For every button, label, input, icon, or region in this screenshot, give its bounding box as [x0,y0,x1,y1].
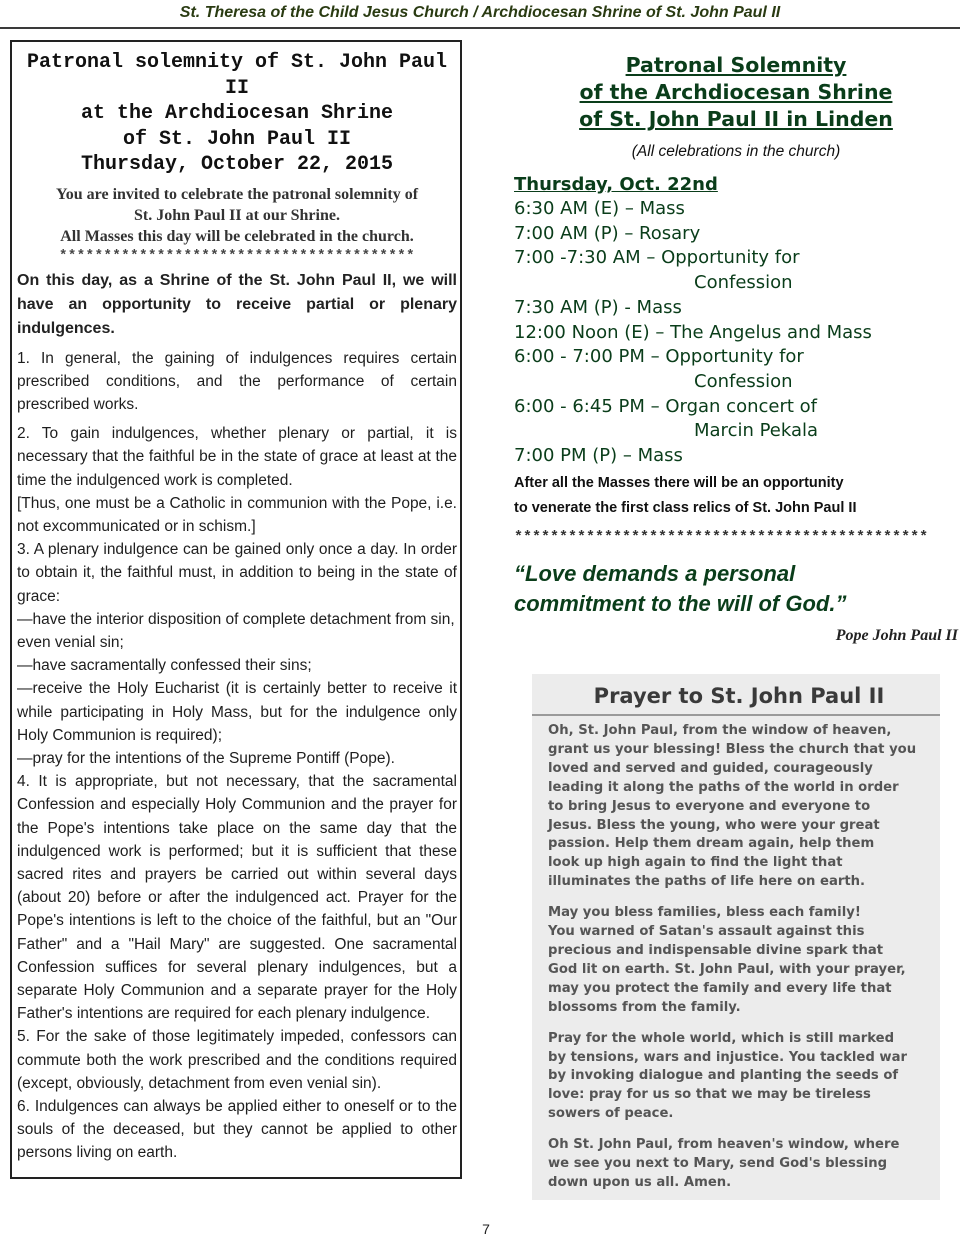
indulgence-item-4: 4. It is appropriate, but not necessary, that the sacramental Confession and especially Holy Communion and the prayer for the Pope's intentions take place on the same day that the indulgenced work is performed; but it is sufficient that these sacred rites and prayers be carried out within several days (about 20) before or after the indulgenced act. Prayer for the Pope's intentions is left to the choice of the faithful, but an "Our Father" and a "Hail Mary" are suggested. One sacramental Confession suffices for several plenary indulgences, but a separate Holy Communion and a separate prayer for the Holy Father's intentions are required for each plenary indulgence. [17,773,457,1023]
condition-bullet: —receive the Holy Eucharist (it is certainly better to receive it while participating in Holy Mass, but for the indulgence only Holy Communion is required); [17,680,457,744]
indulgence-item-3: 3. A plenary indulgence can be gained only once a day. In order to obtain it, the faithful must, in addition to being in the state of grace: [17,541,457,605]
schedule-line: 7:30 AM (P) - Mass [514,296,682,318]
schedule-line: 6:00 - 6:45 PM – Organ concert of [514,395,817,417]
quote-line: “Love demands a personal [514,560,796,586]
prayer-divider [532,714,940,716]
page-number: 7 [482,1221,490,1237]
quote-attribution: Pope John Paul II [835,626,958,644]
left-title-date: Thursday, October 22, 2015 [80,153,394,176]
indulgences-box [10,40,462,1179]
schedule-date: Thursday, Oct. 22nd [514,174,718,195]
schedule-title-line: of the Archdiocesan Shrine [579,80,893,104]
indulgence-item-6: 6. Indulgences can always be applied either to oneself or to the souls of the deceased, but they cannot be applied to other persons living on earth. [17,1098,457,1162]
quote-line: commitment to the will of God.” [514,590,847,616]
schedule-line: 7:00 PM (P) – Mass [514,445,683,467]
condition-bullet: —have sacramentally confessed their sins; [17,657,312,675]
left-title-line: at the Archdiocesan Shrine [80,102,394,125]
left-title-line: Patronal solemnity of St. John Paul II [26,51,448,100]
prayer-title: Prayer to St. John Paul II [593,684,885,708]
prayer-paragraph: Oh, St. John Paul, from the window of heaven, grant us your blessing! Bless the church that you loved and served and guided, courageously leading it along the paths of the world in order to bring Jesus to everyone and everyone to Jesus. Bless the young, who were your great passion. Help them dream again, help them look up high again to find the light that illuminates the paths of life here on earth. [548,723,917,890]
invite-line: All Masses this day will be celebrated in the church. [60,227,414,245]
schedule-line: 6:00 - 7:00 PM – Opportunity for [514,346,804,368]
indulgence-item-2-note: [Thus, one must be a Catholic in communion with the Pope, i.e. not excommunicated or in schism.] [17,494,457,535]
indulgence-intro: On this day, as a Shrine of the St. John Paul II, we will have an opportunity to receive partial or plenary indulgences. [17,271,457,337]
schedule-title-line: Patronal Solemnity [625,53,847,77]
left-title-line: of St. John Paul II [122,127,352,151]
indulgence-item-2: 2. To gain indulgences, whether plenary or partial, it is necessary that the faithful be in the state of grace at least at the time the indulgenced work is completed. [17,425,457,489]
schedule-title-line: of St. John Paul II in Linden [579,107,893,131]
schedule-line: 7:00 -7:30 AM – Opportunity for [514,247,800,269]
condition-bullet: —pray for the intentions of the Supreme Pontiff (Pope). [17,749,395,767]
schedule-line-continued: Confession [694,272,793,294]
invite-line: St. John Paul II at our Shrine. [134,206,340,224]
schedule-line-continued: Confession [694,370,793,392]
indulgences-content [17,50,457,1165]
schedule-subtitle: (All celebrations in the church) [631,143,841,160]
indulgence-item-5: 5. For the sake of those legitimately impeded, confessors can commute both the work prescribed and the conditions required (except, obviously, detachment from even venial sin). [17,1028,457,1092]
prayer-card-image [532,674,940,1200]
condition-bullet: —have the interior disposition of complete detachment from sin, even venial sin; [17,610,455,651]
schedule-line: 7:00 AM (P) – Rosary [514,222,701,244]
prayer-paragraph: May you bless families, bless each family! You warned of Satan's assault against this precious and indispensable divine spark that God lit on earth. St. John Paul, with your prayer, may you protect the family and every life that blossoms from the family. [548,905,906,1015]
schedule-line-continued: Marcin Pekala [694,420,819,442]
header-divider [0,27,960,29]
indulgence-item-1: 1. In general, the gaining of indulgences requires certain prescribed conditions, and the performance of certain prescribed works. [17,349,457,413]
star-divider: ********************************************** [514,528,929,546]
relics-note-line: After all the Masses there will be an opportunity [514,474,844,491]
relics-note-line: to venerate the first class relics of St. John Paul II [514,499,857,516]
prayer-paragraph: Pray for the whole world, which is still marked by tensions, wars and injustice. You tackled war by invoking dialogue and planting the seeds of love: pray for us so that we may be tireless sowers of peace. [548,1030,907,1122]
star-divider: **************************************** [58,247,416,264]
schedule-column [514,52,958,647]
schedule-line: 6:30 AM (E) – Mass [514,198,685,219]
schedule-line: 12:00 Noon (E) – The Angelus and Mass [514,321,872,343]
schedule-list [514,197,958,469]
prayer-paragraph: Oh St. John Paul, from heaven's window, where we see you next to Mary, send God's blessing down upon us all. Amen. [548,1137,900,1190]
invite-line: You are invited to celebrate the patronal solemnity of [55,185,419,203]
page-header: St. Theresa of the Child Jesus Church / Archdiocesan Shrine of St. John Paul II [179,4,781,21]
